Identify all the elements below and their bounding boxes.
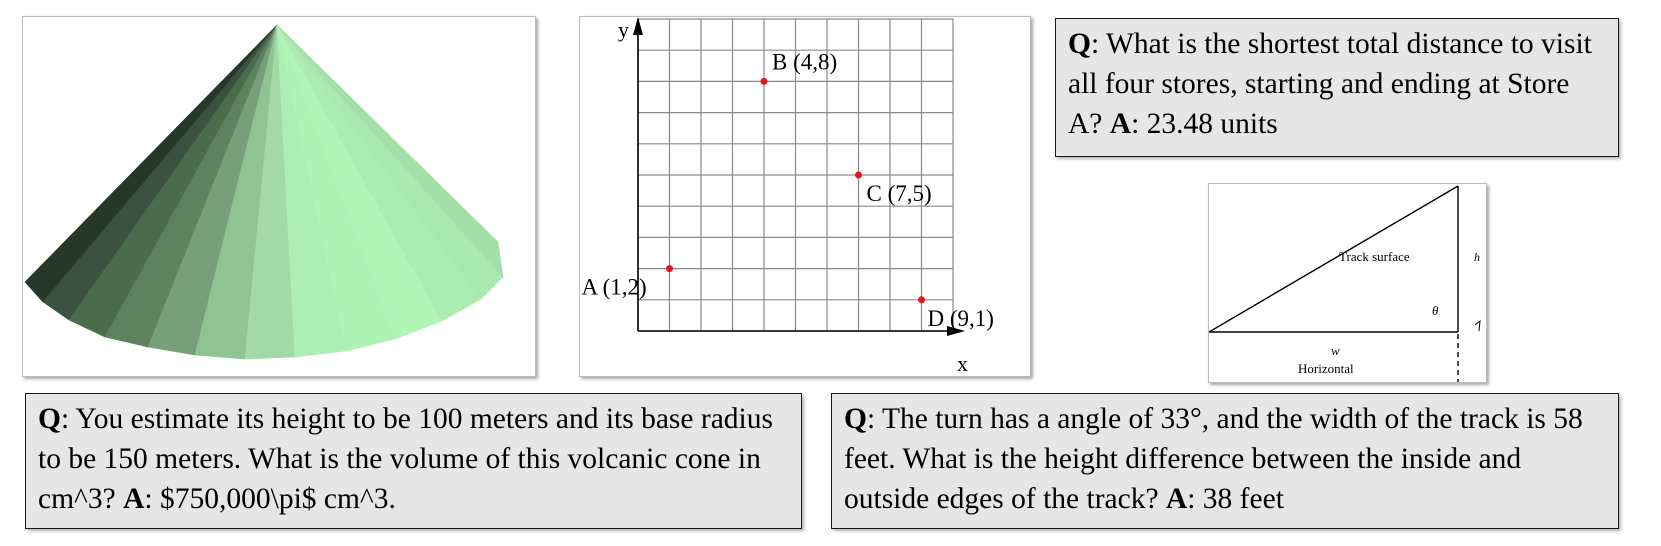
cone-figure bbox=[23, 17, 535, 376]
coordinate-grid bbox=[580, 17, 1030, 376]
y-axis-arrow bbox=[633, 17, 643, 35]
small-arrow bbox=[1475, 321, 1480, 331]
answer-text: : $750,000\pi$ cm^3. bbox=[144, 483, 396, 515]
qa-store-distance bbox=[1055, 18, 1619, 157]
question-text: : You estimate its height to be 100 meters and its base radius to be 150 meters. What is the volume of this volcanic cone in cm^3? bbox=[38, 403, 773, 515]
question-text: : What is the shortest total distance to visit all four stores, starting and ending at Store A? bbox=[1068, 28, 1592, 140]
point-label-a: A (1,2) bbox=[581, 274, 647, 300]
question-text: : The turn has a angle of 33°, and the width of the track is 58 feet. What is the height difference between the inside and outside edges of the track? bbox=[844, 403, 1583, 515]
x-axis-label: x bbox=[957, 351, 968, 376]
point-c bbox=[855, 172, 862, 179]
q-marker: Q bbox=[1068, 28, 1091, 60]
point-a bbox=[666, 265, 673, 272]
qa-track-height bbox=[831, 393, 1619, 529]
grid-panel bbox=[579, 16, 1031, 377]
qa-volcanic-cone bbox=[25, 393, 802, 529]
cone-panel bbox=[22, 16, 536, 377]
horizontal-label: Horizontal bbox=[1298, 361, 1354, 376]
point-b bbox=[761, 78, 768, 85]
w-label: w bbox=[1331, 343, 1340, 358]
a-marker: A bbox=[1165, 483, 1188, 515]
answer-text: : 23.48 units bbox=[1131, 108, 1278, 140]
answer-text: : 38 feet bbox=[1187, 483, 1284, 515]
q-marker: Q bbox=[844, 403, 867, 435]
point-label-b: B (4,8) bbox=[772, 49, 838, 75]
theta-label: θ bbox=[1432, 303, 1439, 318]
a-marker: A bbox=[123, 483, 145, 515]
track-panel bbox=[1208, 183, 1487, 383]
point-label-d: D (9,1) bbox=[927, 305, 994, 331]
track-surface-line bbox=[1209, 186, 1458, 332]
a-marker: A bbox=[1109, 108, 1132, 140]
point-d bbox=[918, 296, 925, 303]
point-label-c: C (7,5) bbox=[866, 181, 932, 206]
track-surface-label: Track surface bbox=[1339, 249, 1410, 264]
q-marker: Q bbox=[38, 403, 61, 435]
h-label: h bbox=[1474, 250, 1480, 264]
y-axis-label: y bbox=[618, 17, 629, 42]
track-diagram bbox=[1209, 184, 1486, 382]
